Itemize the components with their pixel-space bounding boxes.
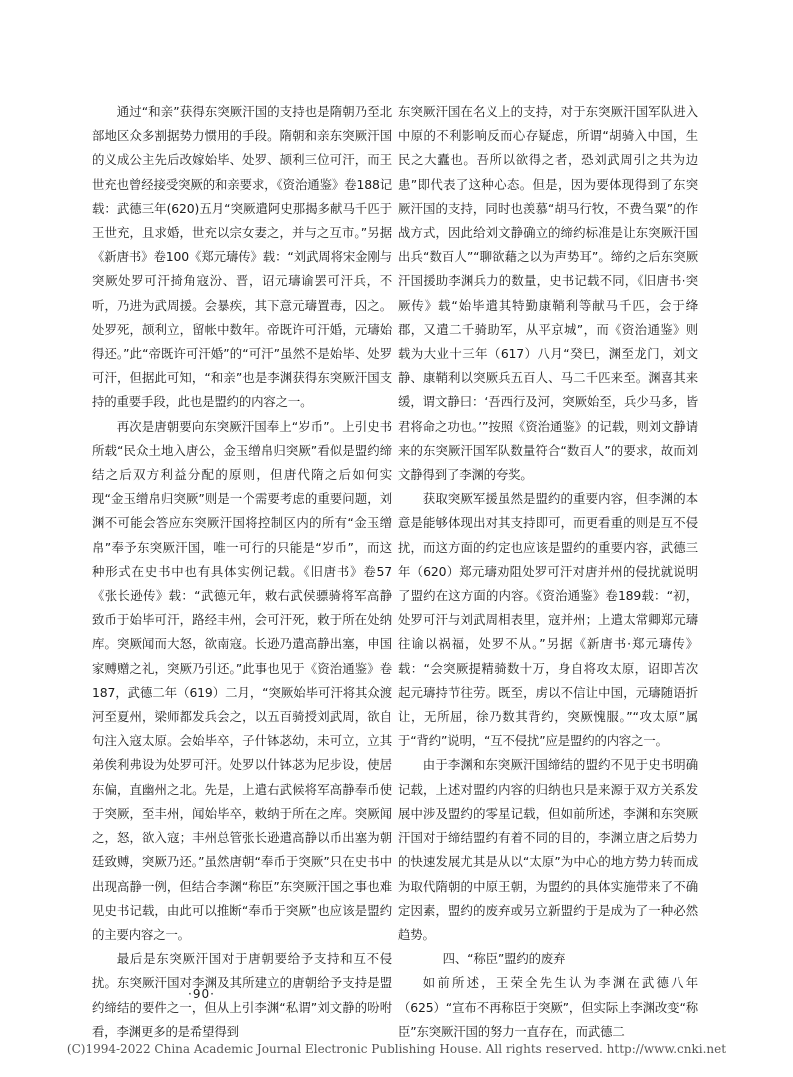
copyright-footer: (C)1994-2022 China Academic Journal Electronic Publishing House. All rights reserved. http://www.cnki.net bbox=[66, 1042, 727, 1056]
paragraph-continued: 东突厥汗国在名义上的支持，对于东突厥汗国军队进入中原的不利影响反而心存疑虑，所谓“胡骑入中国，生民之大蠹也。吾所以欲得之者，恐刘武周引之共为边患”即代表了这种心态。但是，因为要体现得到了东突厥汗国的支持，同时也羡慕“胡马行牧，不费刍粟”的作战方式，因此给刘文静确立的缔约标准是让东突厥汗国出兵“数百人”“聊欲藉之以为声势耳”。缔约之后东突厥汗国援助李渊兵力的数量，史书记载不同，《旧唐书·突厥传》载“始毕遣其特勤康鞘利等献马千匹，会于绛郡，又遣二千骑助军，从平京城”，而《资治通鉴》则载为大业十三年（617）八月“癸巳，渊至龙门，刘文静、康鞘利以突厥兵五百人、马二千匹来至。渊喜其来缓，谓文静曰：‘吾西行及河，突厥始至，兵少马多，皆君将命之功也。’”按照《资治通鉴》的记载，则刘文静请来的东突厥汗国军队数量符合“数百人”的要求，故而刘文静得到了李渊的夸奖。 bbox=[398, 104, 698, 483]
left-column bbox=[92, 100, 392, 1044]
page-number: ·90· bbox=[188, 987, 215, 1001]
paragraph: 由于李渊和东突厥汗国缔结的盟约不见于史书明确记载，上述对盟约内容的归纳也只是来源于双方关系发展中涉及盟约的零星记载，但如前所述，李渊和东突厥汗国对于缔结盟约有着不同的目的，李渊立唐之后势力的快速发展尤其是从以“太原”为中心的地方势力转而成为取代隋朝的中原王朝，为盟约的具体实施带来了不确定因素，盟约的废弃或另立新盟约于是成为了一种必然趋势。 bbox=[398, 757, 698, 942]
paragraph: 再次是唐朝要向东突厥汗国奉上“岁币”。上引史书所载“民众土地入唐公，金玉缯帛归突厥”看似是盟约缔结之后双方利益分配的原则，但唐代隋之后如何实现“金玉缯帛归突厥”则是一个需要考虑的重要问题，刘渊不可能会答应东突厥汗国将控制区内的所有“金玉缯帛”奉予东突厥汗国，唯一可行的只能是“岁币”，而这种形式在史书中也有具体实例记载。《旧唐书》卷57《张长逊传》载：“武德元年，敕右武侯骠骑将军高静致币于始毕可汗，路经丰州，会可汗死，敕于所在处纳库。突厥闻而大怒，欲南寇。长逊乃遣高静出塞，申国家赙赠之礼，突厥乃引还。”此事也见于《资治通鉴》卷187，武德二年（619）二月，“突厥始毕可汗将其众渡河至夏州，梁师都发兵会之，以五百骑授刘武周，欲自句注入寇太原。会始毕卒，子什钵苾幼，未可立，立其弟俟利弗设为处罗可汗。处罗以什钵苾为尼步设，使居东偏，直幽州之北。先是，上遣右武候将军高静奉币使于突厥，至丰州，闻始毕卒，敕纳于所在之库。突厥闻之，怒，欲入寇；丰州总管张长逊遣高静以币出塞为朝廷致赙，突厥乃还。”虽然唐朝“奉币于突厥”只在史书中出现高静一例，但结合李渊“称臣”东突厥汗国之事也难见史书记载，由此可以推断“奉币于突厥”也应该是盟约的主要内容之一。 bbox=[92, 418, 392, 942]
right-column bbox=[398, 100, 698, 1044]
section-heading: 四、“称臣”盟约的废弃 bbox=[442, 951, 566, 967]
paragraph: 获取突厥军援虽然是盟约的重要内容，但李渊的本意是能够体现出对其支持即可，而更看重的则是互不侵扰，而这方面的约定也应该是盟约的重要内容，武德三年（620）郑元璹劝阻处罗可汗对唐并州的侵扰就说明了盟约在这方面的内容。《资治通鉴》卷189载：“初，处罗可汗与刘武周相表里，寇并州；上遣太常卿郑元璹往谕以祸福，处罗不从。”另据《新唐书·郑元璹传》载：“会突厥提精骑数十万，身自将攻太原，诏即苫次起元璹持节往劳。既至，虏以不信让中国，元璹随语折让，无所屈，徐乃数其背约，突厥愧服。”“攻太原”属于“背约”说明，“互不侵扰”应是盟约的内容之一。 bbox=[398, 491, 698, 749]
paragraph: 最后是东突厥汗国对于唐朝要给予支持和互不侵扰。东突厥汗国对李渊及其所建立的唐朝给予支持是盟约缔结的要件之一，但从上引李渊“私谓”刘文静的吩咐看，李渊更多的是希望得到 bbox=[92, 951, 392, 1039]
paragraph: 通过“和亲”获得东突厥汗国的支持也是隋朝乃至北部地区众多割据势力惯用的手段。隋朝和亲东突厥汗国的义成公主先后改嫁始毕、处罗、颉利三位可汗，而王世充也曾经接受突厥的和亲要求，《资治通鉴》卷188记载：武德三年(620)五月“突厥遣阿史那揭多献马千匹于王世充，且求婚，世充以宗女妻之，并与之互市。”另据《新唐书》卷100《郑元璹传》载：“刘武周将宋金刚与突厥处罗可汗掎角寇汾、晋，诏元璹谕罢可汗兵，不听，乃进为武周援。会暴疾，其下意元璹置毒，囚之。处罗死，颉利立，留帐中数年。帝既许可汗婚，元璹始得还。”此“帝既许可汗婚”的“可汗”虽然不是始毕、处罗可汗，但据此可知，“和亲”也是李渊获得东突厥汗国支持的重要手段，此也是盟约的内容之一。 bbox=[92, 104, 392, 410]
paragraph: 如前所述，王荣全先生认为李渊在武德八年（625）“宣布不再称臣于突厥”，但实际上李渊改变“称臣”东突厥汗国的努力一直存在，而武德二 bbox=[398, 975, 698, 1039]
